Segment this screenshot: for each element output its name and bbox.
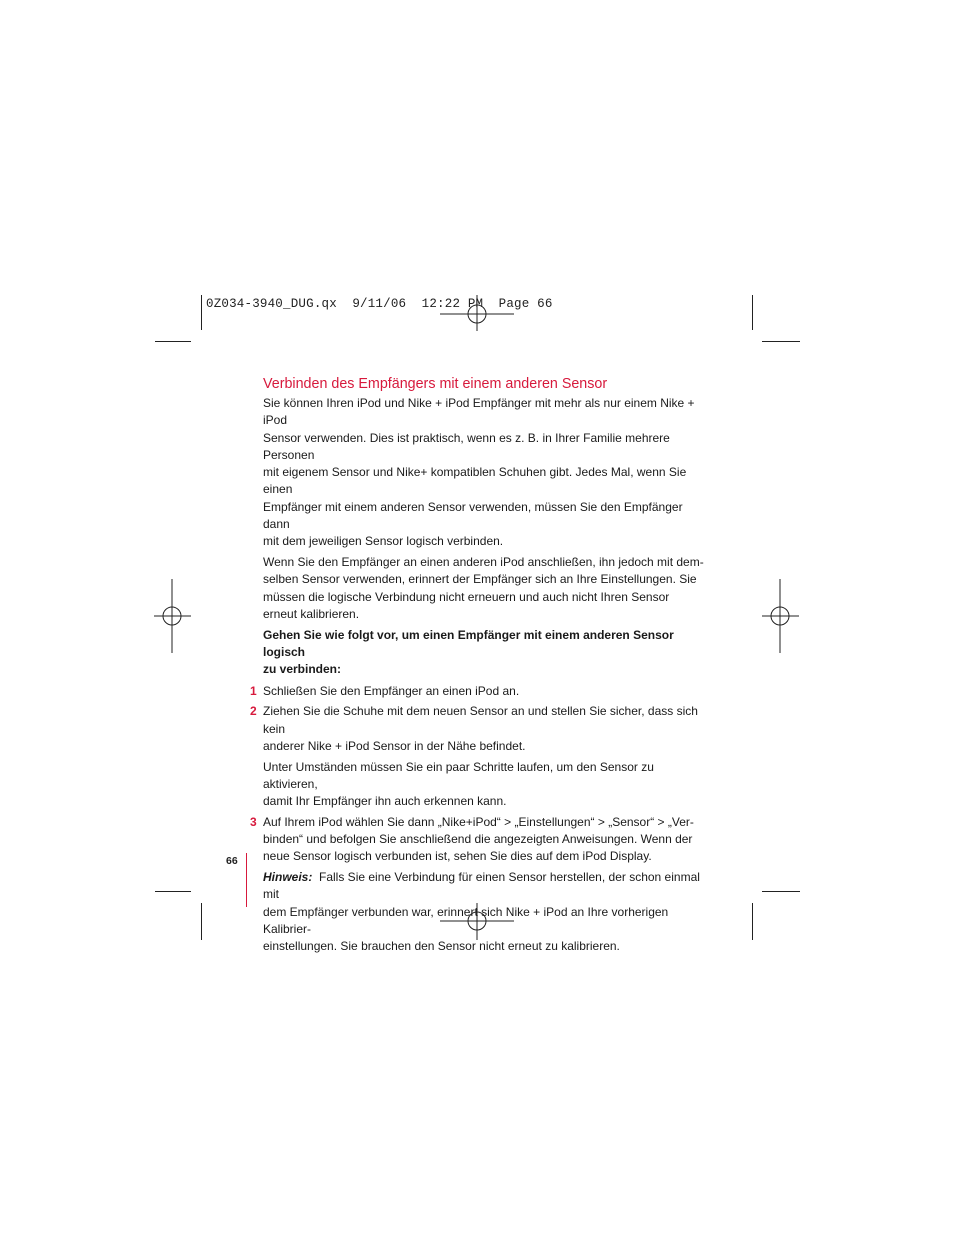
- note: Hinweis: Falls Sie eine Verbindung für einen Sensor herstellen, der schon einmal mit dem Empfänger verbunden war, erinnert sich Nike + iPod an Ihre vorherigen Kalibrier- einstellungen. Sie brauchen den Sensor nicht erneut zu kalibrieren.: [263, 870, 700, 954]
- instructions-lead: Gehen Sie wie folgt vor, um einen Empfänger mit einem anderen Sensor logisch zu verbinden:: [263, 627, 674, 677]
- step-1: 1 Schließen Sie den Empfänger an einen iPod an.: [263, 683, 708, 700]
- step-2: 2 Ziehen Sie die Schuhe mit dem neuen Sensor an und stellen Sie sicher, dass sich kein anderer Nike + iPod Sensor in der Nähe befindet.: [250, 704, 698, 753]
- section-heading: Verbinden des Empfängers mit einem anderen Sensor: [263, 376, 608, 392]
- page-body: [250, 375, 708, 959]
- step-3: 3 Auf Ihrem iPod wählen Sie dann „Nike+iPod“ > „Einstellungen“ > „Sensor“ > „Ver- binden“ und befolgen Sie anschließend die angezeigten Anweisungen. Wenn der neue Sensor logisch verbunden ist, sehen Sie dies auf dem iPod Display.: [250, 814, 694, 864]
- second-paragraph: Wenn Sie den Empfänger an einen anderen iPod anschließen, ihn jedoch mit dem- selben Sensor verwenden, erinnert der Empfänger sich an Ihre Einstellungen. Sie müssen die logische Verbindung nicht erneuern und auch nicht Ihren Sensor erneut kalibrieren.: [263, 555, 704, 621]
- step-number: 3: [250, 814, 257, 829]
- registration-mark-left: [154, 579, 191, 653]
- step-number: 2: [250, 704, 257, 719]
- page-number: 66: [226, 855, 238, 867]
- print-slug: 0Z034-3940_DUG.qx 9/11/06 12:22 PM Page 66: [206, 297, 553, 311]
- intro-paragraph: Sie können Ihren iPod und Nike + iPod Empfänger mit mehr als nur einem Nike + iPod Sensor verwenden. Dies ist praktisch, wenn es z. B. in Ihrer Familie mehrere Personen mit eigenem Sensor und Nike+ kompatiblen Schuhen gibt. Jedes Mal, wenn Sie einen Empfänger mit einem anderen Sensor verwenden, müssen Sie den Empfänger dann mit dem jeweiligen Sensor logisch verbinden.: [263, 396, 695, 549]
- registration-mark-top: [440, 295, 514, 331]
- step-number: 1: [250, 683, 257, 698]
- step-2-extra: Unter Umständen müssen Sie ein paar Schritte laufen, um den Sensor zu aktivieren, damit Ihr Empfänger ihn auch erkennen kann.: [263, 759, 654, 809]
- note-label: Hinweis:: [263, 870, 313, 885]
- registration-mark-right: [762, 579, 799, 653]
- folio-rule: [246, 853, 247, 907]
